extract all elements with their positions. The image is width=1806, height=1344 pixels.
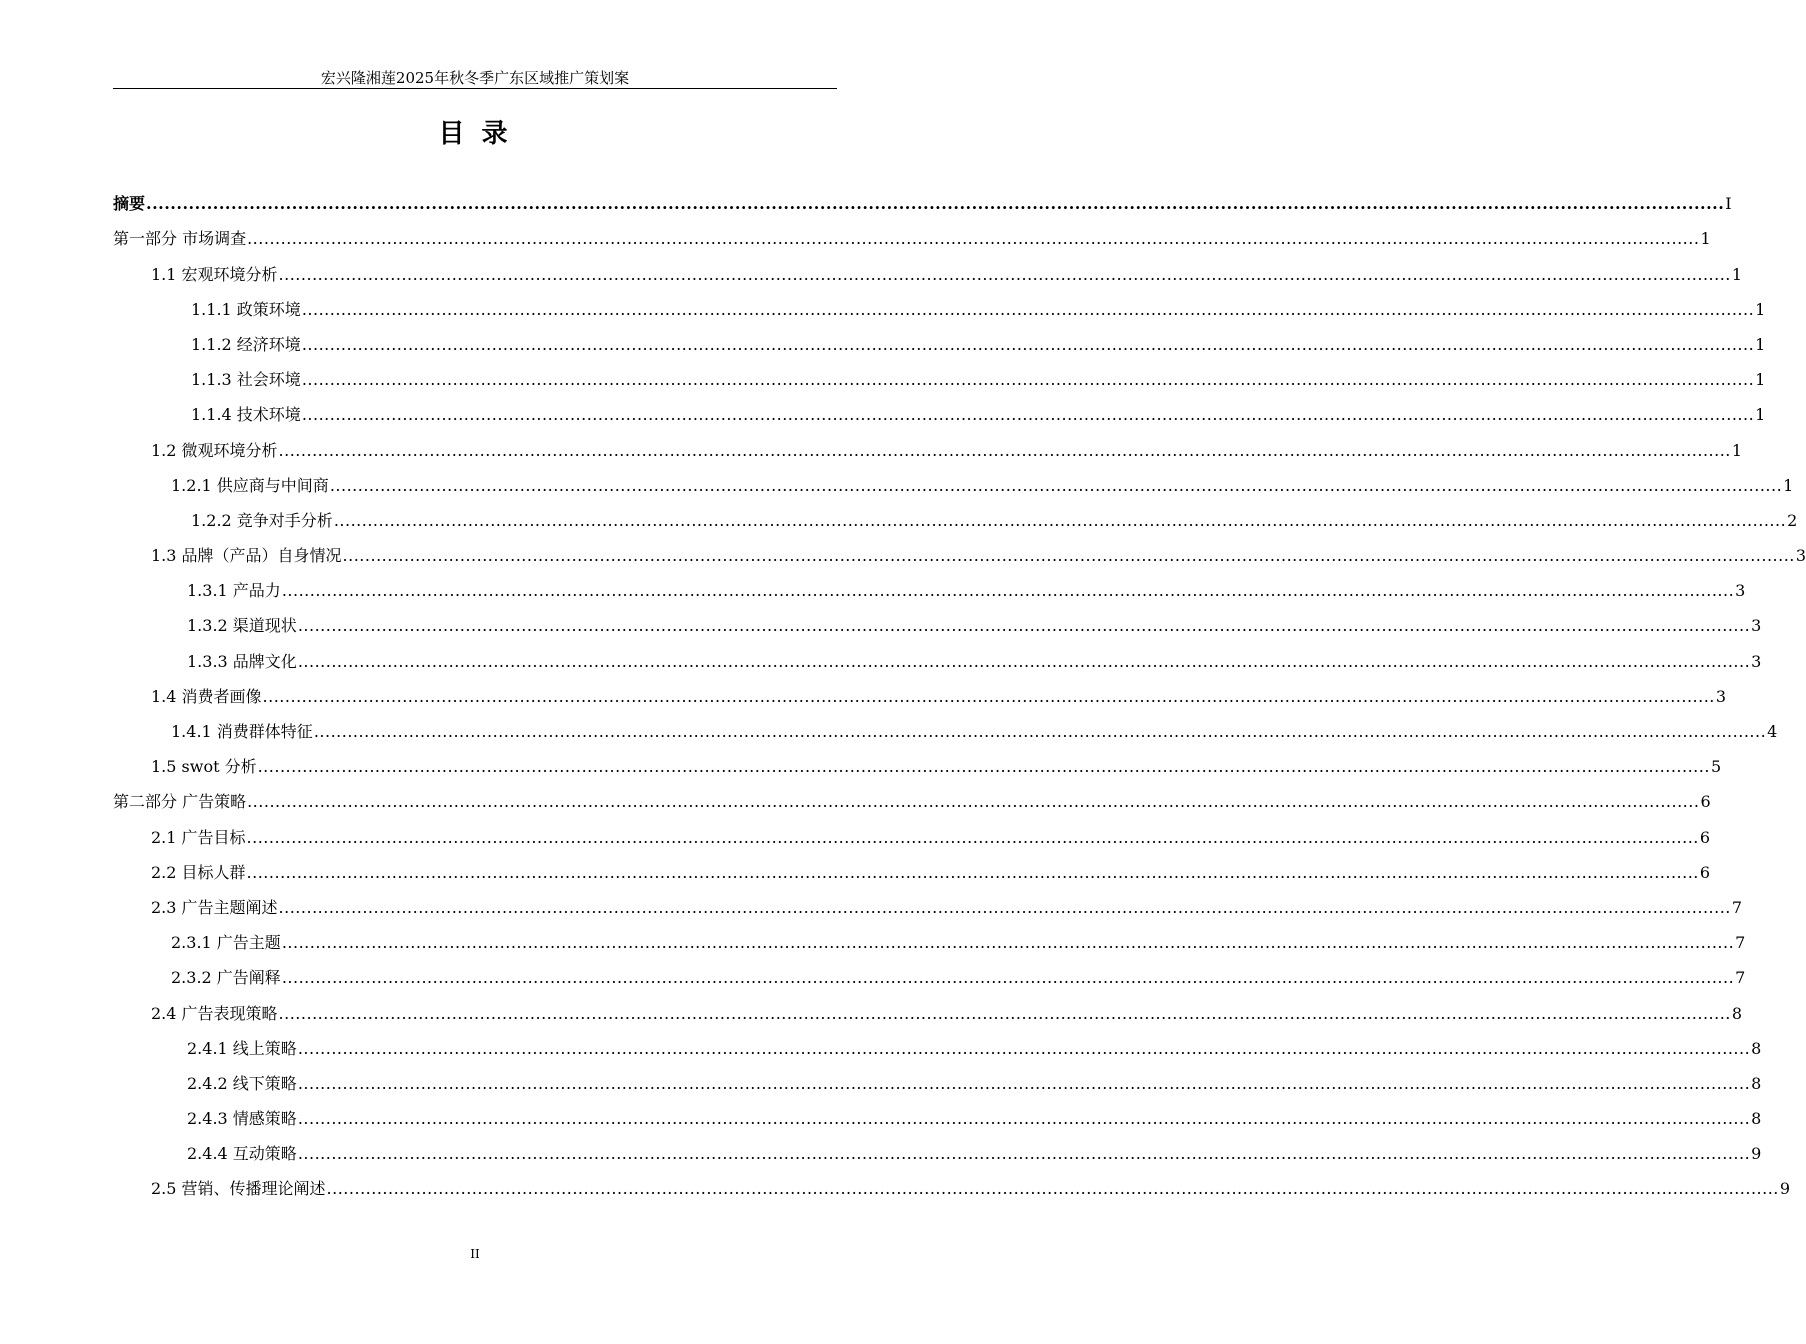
toc-entry-page: 1 [1731, 440, 1743, 460]
toc-entry-page: 8 [1751, 1073, 1762, 1093]
toc-leader-dots: .................................................................................................................................................................................................................................................................... [301, 370, 1755, 390]
toc-entry[interactable] [113, 989, 1743, 1024]
toc-entry-page: 1 [1731, 264, 1743, 284]
toc-leader-dots: .................................................................................................................................................................................................................................................................... [278, 897, 1731, 917]
toc-leader-dots: .................................................................................................................................................................................................................................................................... [278, 440, 1731, 460]
toc-entry-page: 5 [1710, 757, 1722, 777]
toc-entry-label: 1.2.1 供应商与中间商 [171, 475, 329, 495]
toc-entry-page: 9 [1751, 1144, 1762, 1164]
toc-entry-label: 2.3.2 广告阐释 [171, 968, 281, 988]
toc-leader-dots: .................................................................................................................................................................................................................................................................... [301, 334, 1755, 354]
toc-entry-label: 1.3 品牌（产品）自身情况 [151, 546, 342, 566]
toc-entry[interactable] [113, 1025, 1762, 1060]
toc-leader-dots: .................................................................................................................................................................................................................................................................... [297, 1073, 1751, 1093]
toc-entry-page: 6 [1700, 792, 1711, 812]
toc-entry-label: 1.2 微观环境分析 [151, 440, 278, 460]
toc-entry[interactable] [113, 849, 1711, 884]
toc-entry-page: 1 [1755, 299, 1766, 319]
toc-entry-page: 7 [1735, 933, 1746, 953]
toc-entry-label: 2.3.1 广告主题 [171, 933, 281, 953]
toc-entry[interactable] [113, 1060, 1762, 1095]
toc-leader-dots: .................................................................................................................................................................................................................................................................... [257, 757, 1710, 777]
toc-entry-label: 2.2 目标人群 [151, 862, 246, 882]
toc-entry-label: 2.4.1 线上策略 [187, 1038, 297, 1058]
toc-leader-dots: .................................................................................................................................................................................................................................................................... [246, 862, 1699, 882]
toc-leader-dots: .................................................................................................................................................................................................................................................................... [301, 299, 1755, 319]
toc-entry-page: 3 [1715, 686, 1727, 706]
toc-entry-page: 1 [1783, 475, 1794, 495]
toc-entry-page: 3 [1751, 651, 1762, 671]
toc-entry[interactable] [113, 778, 1711, 813]
toc-entry[interactable] [113, 637, 1762, 672]
toc-entry[interactable] [113, 919, 1746, 954]
running-header: 宏兴隆湘莲2025年秋冬季广东区域推广策划案 [113, 68, 837, 89]
toc-leader-dots: .................................................................................................................................................................................................................................................................... [281, 968, 1735, 988]
toc-leader-dots: .................................................................................................................................................................................................................................................................... [281, 581, 1735, 601]
toc-leader-dots: .................................................................................................................................................................................................................................................................... [278, 264, 1731, 284]
toc-entry[interactable] [113, 250, 1743, 285]
toc-leader-dots: .................................................................................................................................................................................................................................................................... [246, 827, 1699, 847]
toc-leader-dots: .................................................................................................................................................................................................................................................................... [247, 229, 1700, 249]
toc-entry-label: 1.1.3 社会环境 [191, 370, 301, 390]
toc-entry[interactable] [113, 567, 1746, 602]
toc-entry[interactable] [113, 1165, 1791, 1200]
toc-entry-label: 2.5 营销、传播理论阐述 [151, 1179, 326, 1199]
toc-entry-label: 2.4.2 线下策略 [187, 1073, 297, 1093]
toc-entry[interactable] [113, 532, 1806, 567]
toc-entry-page: 2 [1787, 510, 1798, 530]
toc-entry[interactable] [113, 813, 1711, 848]
table-of-contents [113, 180, 1806, 1200]
toc-leader-dots: .................................................................................................................................................................................................................................................................... [329, 475, 1783, 495]
toc-title: 目 录 [438, 119, 512, 149]
toc-entry-label: 1.1.1 政策环境 [191, 299, 301, 319]
toc-entry-label: 1.3.2 渠道现状 [187, 616, 297, 636]
toc-entry-label: 1.1.2 经济环境 [191, 334, 301, 354]
toc-entry-label: 1.3.3 品牌文化 [187, 651, 297, 671]
toc-leader-dots: .................................................................................................................................................................................................................................................................... [342, 546, 1795, 566]
toc-entry[interactable] [113, 884, 1743, 919]
toc-leader-dots: .................................................................................................................................................................................................................................................................... [326, 1179, 1779, 1199]
toc-entry-label: 1.4.1 消费群体特征 [171, 722, 313, 741]
toc-leader-dots: .................................................................................................................................................................................................................................................................... [313, 722, 1767, 741]
toc-leader-dots: .................................................................................................................................................................................................................................................................... [281, 933, 1735, 953]
toc-entry-label: 第一部分 市场调查 [113, 229, 247, 249]
toc-entry-page: 1 [1755, 405, 1766, 425]
toc-entry-label: 1.1.4 技术环境 [191, 405, 301, 425]
toc-entry[interactable] [113, 1130, 1762, 1165]
toc-entry-label: 摘要 [113, 194, 146, 214]
toc-entry[interactable] [113, 215, 1711, 250]
toc-entry-page: 8 [1751, 1109, 1762, 1129]
toc-leader-dots: .................................................................................................................................................................................................................................................................... [297, 1144, 1751, 1164]
toc-leader-dots: .................................................................................................................................................................................................................................................................... [247, 792, 1700, 812]
toc-leader-dots: .................................................................................................................................................................................................................................................................... [297, 1038, 1751, 1058]
toc-entry-label: 1.3.1 产品力 [187, 581, 281, 601]
toc-entry[interactable] [113, 426, 1743, 461]
toc-entry-label: 2.4.4 互动策略 [187, 1144, 297, 1164]
toc-entry[interactable] [113, 321, 1766, 356]
toc-entry-label: 1.4 消费者画像 [151, 686, 262, 706]
toc-entry-label: 1.2.2 竞争对手分析 [191, 510, 333, 530]
toc-entry[interactable] [113, 673, 1727, 708]
toc-leader-dots: .................................................................................................................................................................................................................................................................... [333, 510, 1787, 530]
toc-entry[interactable] [113, 708, 1778, 743]
toc-leader-dots: .................................................................................................................................................................................................................................................................... [262, 686, 1715, 706]
toc-entry-label: 2.4.3 情感策略 [187, 1109, 297, 1129]
toc-entry[interactable] [113, 462, 1794, 497]
toc-leader-dots: .................................................................................................................................................................................................................................................................... [297, 616, 1751, 636]
toc-entry-page: 8 [1731, 1003, 1743, 1023]
toc-entry-label: 2.1 广告目标 [151, 827, 246, 847]
toc-entry-page: 3 [1751, 616, 1762, 636]
toc-entry-label: 2.4 广告表现策略 [151, 1003, 278, 1023]
toc-entry-page: 3 [1795, 546, 1806, 566]
toc-entry-page: 4 [1767, 722, 1778, 741]
toc-entry-page: 3 [1735, 581, 1746, 601]
toc-entry-page: 1 [1755, 370, 1766, 390]
toc-entry[interactable] [113, 286, 1766, 321]
toc-entry-label: 2.3 广告主题阐述 [151, 897, 278, 917]
toc-entry[interactable] [113, 356, 1766, 391]
toc-entry[interactable] [113, 180, 1732, 215]
toc-leader-dots: .................................................................................................................................................................................................................................................................... [146, 194, 1725, 214]
toc-entry-page: 8 [1751, 1038, 1762, 1058]
toc-entry-label: 1.5 swot 分析 [151, 757, 257, 777]
toc-entry[interactable] [113, 1095, 1762, 1130]
toc-leader-dots: .................................................................................................................................................................................................................................................................... [297, 1109, 1751, 1129]
toc-entry[interactable] [113, 602, 1762, 637]
toc-leader-dots: .................................................................................................................................................................................................................................................................... [278, 1003, 1731, 1023]
toc-leader-dots: .................................................................................................................................................................................................................................................................... [301, 405, 1755, 425]
toc-leader-dots: .................................................................................................................................................................................................................................................................... [297, 651, 1751, 671]
toc-entry[interactable] [113, 954, 1746, 989]
toc-entry-page: 1 [1755, 334, 1766, 354]
toc-entry-page: 1 [1700, 229, 1711, 249]
toc-entry-page: 7 [1735, 968, 1746, 988]
toc-entry-page: 7 [1731, 897, 1743, 917]
toc-entry-label: 第二部分 广告策略 [113, 792, 247, 812]
toc-entry-page: I [1725, 194, 1732, 214]
toc-entry-page: 6 [1699, 862, 1711, 882]
toc-entry[interactable] [113, 497, 1798, 532]
page-number: II [470, 1247, 480, 1261]
toc-entry-page: 9 [1779, 1179, 1791, 1199]
toc-entry[interactable] [113, 743, 1722, 778]
toc-entry-page: 6 [1699, 827, 1711, 847]
toc-entry-label: 1.1 宏观环境分析 [151, 264, 278, 284]
toc-entry[interactable] [113, 391, 1766, 426]
